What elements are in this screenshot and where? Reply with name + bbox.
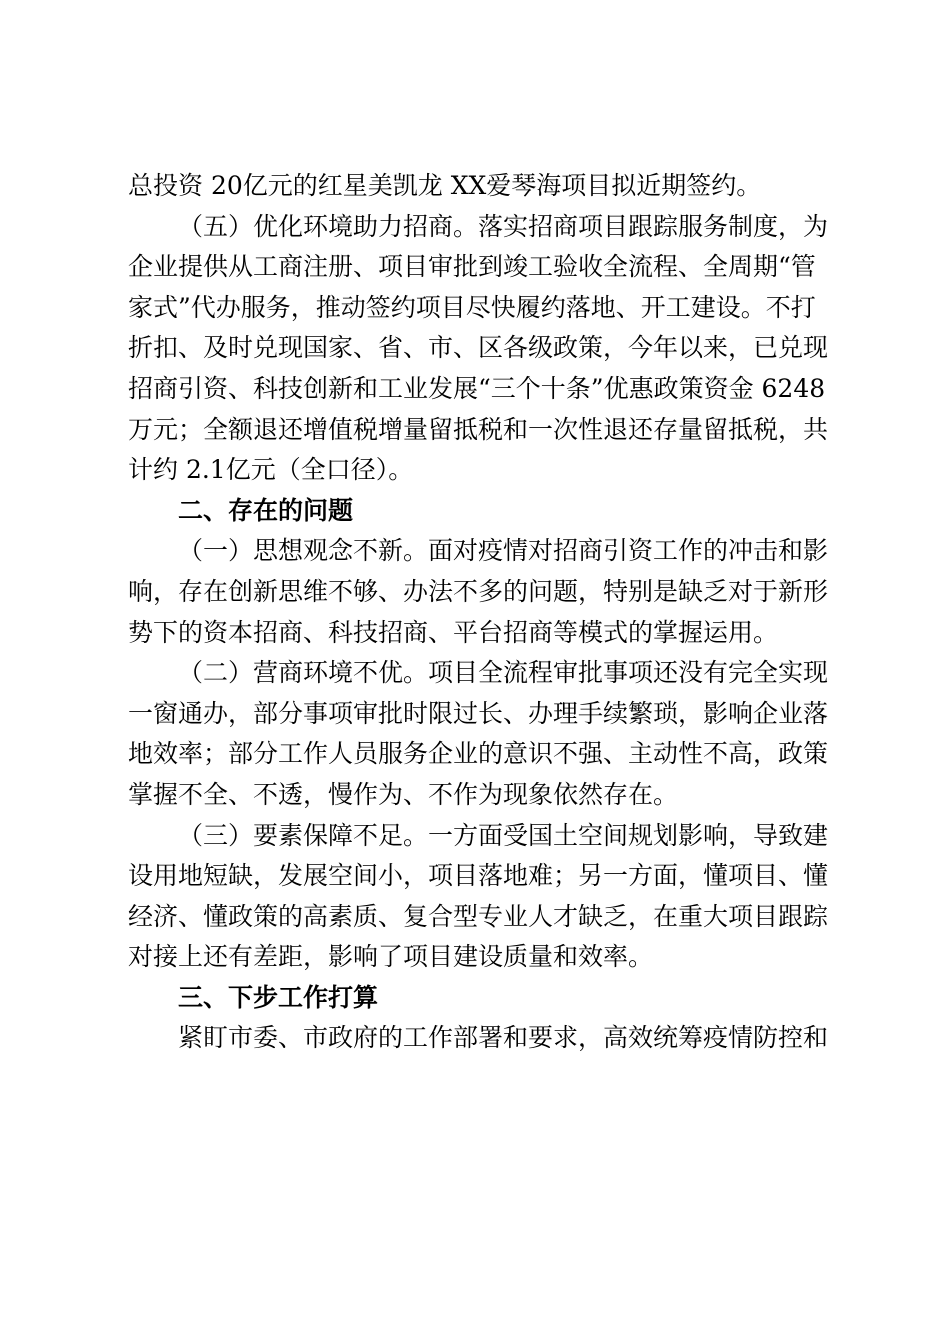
paragraph-line: 总投资 20亿元的红星美凯龙 XX爱琴海项目拟近期签约。 — [128, 171, 762, 200]
section-heading: 三、下步工作打算 — [178, 982, 379, 1012]
paragraph-line: 一窗通办，部分事项审批时限过长、办理手续繁琐，影响企业落 — [128, 698, 829, 728]
paragraph-line: 企业提供从工商注册、项目审批到竣工验收全流程、全周期“管 — [128, 252, 816, 282]
paragraph-line: 万元；全额退还增值税增量留抵税和一次性退还存量留抵税，共 — [128, 414, 829, 444]
paragraph-line: 折扣、及时兑现国家、省、市、区各级政策，今年以来，已兑现 — [128, 333, 829, 363]
paragraph-line: 经济、懂政策的高素质、复合型专业人才缺乏，在重大项目跟踪 — [128, 901, 829, 931]
paragraph-line: 招商引资、科技创新和工业发展“三个十条”优惠政策资金 6248 — [128, 373, 826, 403]
paragraph-line: 势下的资本招商、科技招商、平台招商等模式的掌握运用。 — [128, 617, 779, 647]
paragraph-line: （三）要素保障不足。一方面受国土空间规划影响，导致建 — [178, 820, 829, 850]
paragraph-line: 设用地短缺，发展空间小，项目落地难；另一方面，懂项目、懂 — [128, 861, 829, 891]
paragraph-line: 对接上还有差距，影响了项目建设质量和效率。 — [128, 942, 654, 972]
paragraph-line: 紧盯市委、市政府的工作部署和要求，高效统筹疫情防控和 — [178, 1023, 829, 1053]
paragraph-line: 计约 2.1亿元（全口径）。 — [128, 455, 414, 485]
paragraph-line: 掌握不全、不透，慢作为、不作为现象依然存在。 — [128, 779, 679, 809]
paragraph-line: 地效率；部分工作人员服务企业的意识不强、主动性不高，政策 — [128, 739, 829, 769]
paragraph-line: （五）优化环境助力招商。落实招商项目跟踪服务制度，为 — [178, 211, 829, 241]
paragraph-line: （二）营商环境不优。项目全流程审批事项还没有完全实现 — [178, 658, 829, 688]
section-heading: 二、存在的问题 — [178, 495, 354, 525]
document-body — [128, 166, 833, 1059]
paragraph-line: 家式”代办服务，推动签约项目尽快履约落地、开工建设。不打 — [128, 292, 816, 322]
paragraph-line: 响，存在创新思维不够、办法不多的问题，特别是缺乏对于新形 — [128, 576, 829, 606]
paragraph-line: （一）思想观念不新。面对疫情对招商引资工作的冲击和影 — [178, 536, 829, 566]
